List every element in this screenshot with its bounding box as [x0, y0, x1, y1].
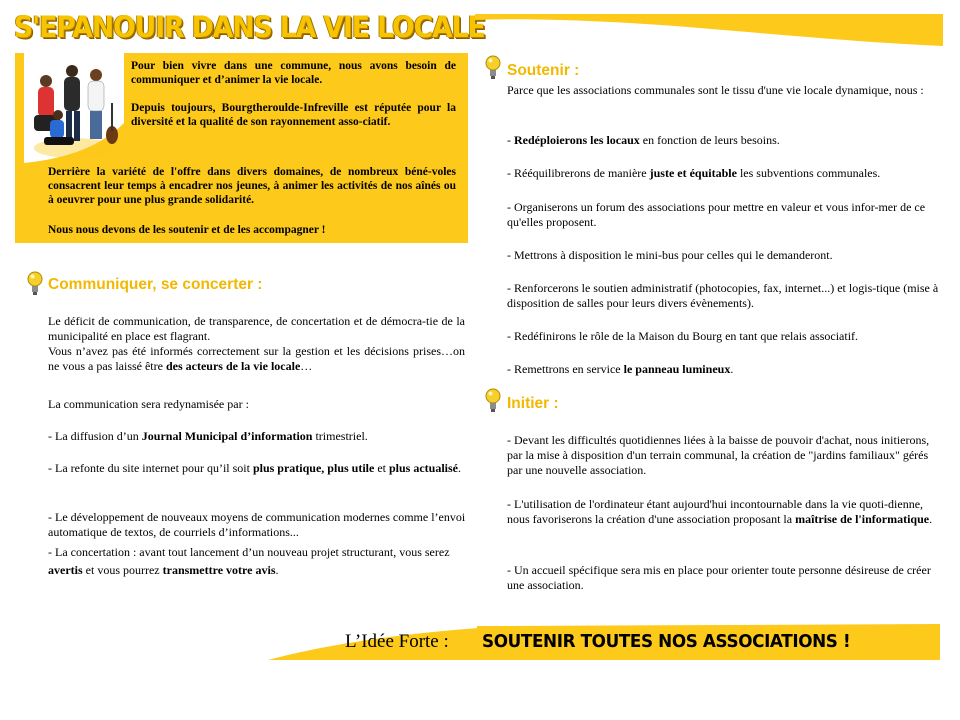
intro-paragraph-1: Pour bien vivre dans une commune, nous avons besoin de communiquer et d’animer la vie locale. [131, 60, 456, 86]
list-item: - Redéfinirons le rôle de la Maison du Bourg en tant que relais associatif. [507, 329, 859, 343]
banner-slogan: SOUTENIR TOUTES NOS ASSOCIATIONS ! [482, 632, 851, 652]
list-item: - L'utilisation de l'ordinateur étant aujourd'hui incontournable dans la vie quoti-dienne, nous favoriserons la création d'une association proposant la maîtrise de l'informatique. [507, 497, 933, 526]
list-item: - La refonte du site internet pour qu’il soit plus pratique, plus utile et plus actualisé. [48, 461, 462, 475]
list-item: - La diffusion d’un Journal Municipal d’information trimestriel. [48, 429, 368, 443]
communiquer-intro-line: La communication sera redynamisée par : [48, 397, 249, 411]
intro-paragraph-3: Derrière la variété de l'offre dans divers domaines, de nombreux béné-voles consacrent leur temps à encadrer nos jeunes, à animer les activités de nos aînés ou à oeuvrer pour une plus grande solidarité. [48, 166, 456, 206]
list-item: - La concertation : avant tout lancement d’un nouveau projet structurant, vous serez avertis et vous pourrez transmettre votre avis. [48, 545, 450, 577]
banner-label: L’Idée Forte : [345, 631, 449, 652]
people-illustration [24, 53, 124, 163]
list-item: - Organiserons un forum des associations pour mettre en valeur et vous infor-mer de ce qu'elles proposent. [507, 200, 926, 229]
intro-paragraph-4: Nous nous devons de les soutenir et de les accompagner ! [48, 224, 326, 236]
heading-initier: Initier : [507, 395, 559, 412]
heading-communiquer: Communiquer, se concerter : [48, 276, 263, 293]
heading-soutenir: Soutenir : [507, 62, 580, 79]
lightbulb-icon [26, 271, 44, 297]
list-item: - Mettrons à disposition le mini-bus pour celles qui le demanderont. [507, 248, 833, 262]
soutenir-intro: Parce que les associations communales sont le tissu d'une vie locale dynamique, nous : [507, 83, 924, 97]
list-item: - Redéploierons les locaux en fonction de leurs besoins. [507, 133, 780, 147]
intro-paragraph-2: Depuis toujours, Bourgtheroulde-Infreville est réputée pour la diversité et la qualité de son rayonnement asso-ciatif. [131, 102, 456, 128]
communiquer-paragraph: Le déficit de communication, de transparence, de concertation et de démocra-tie de la municipalité en place est flagrant. Vous n’avez pas été informés correctement sur la gestion et les décisions prises…on ne vous a pas laissé être des acteurs de la vie locale… [48, 314, 465, 373]
list-item: - Renforcerons le soutien administratif (photocopies, fax, internet...) et logis-tique (mise à disposition de salles pour leurs divers évènements). [507, 281, 939, 310]
lightbulb-icon [484, 388, 502, 414]
page-title: S'EPANOUIR DANS LA VIE LOCALE [14, 10, 485, 44]
lightbulb-icon [484, 55, 502, 81]
list-item: - Un accueil spécifique sera mis en place pour orienter toute personne désireuse de créer une association. [507, 563, 931, 592]
list-item: - Rééquilibrerons de manière juste et équitable les subventions communales. [507, 166, 881, 180]
title-decor-swoosh [475, 12, 943, 46]
list-item: - Le développement de nouveaux moyens de communication modernes comme l’envoi automatique de textos, de courriels d’informations... [48, 510, 466, 539]
list-item: - Devant les difficultés quotidiennes liées à la baisse de pouvoir d'achat, nous initierons, par la mise à disposition d'un terrain communal, la création de "jardins familiaux" gérés par une nouvelle association. [507, 433, 930, 477]
list-item: - Remettrons en service le panneau lumineux. [507, 362, 734, 376]
